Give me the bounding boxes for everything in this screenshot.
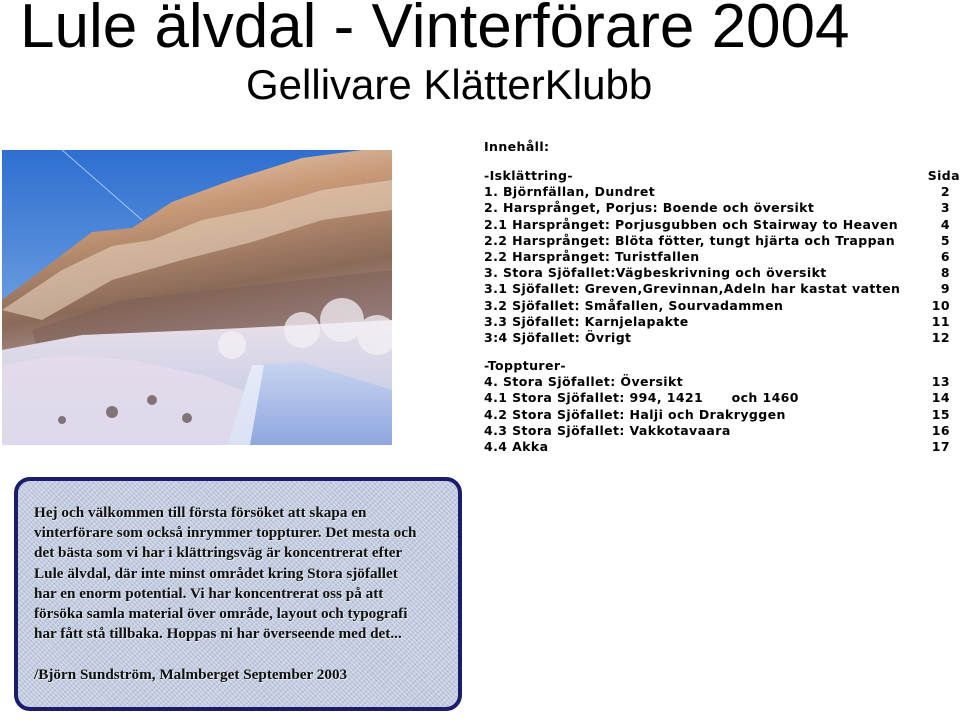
cover-photo <box>2 150 392 445</box>
toc-item-label: 3.3 Sjöfallet: Karnjelapakte <box>484 313 689 329</box>
toc-item[interactable] <box>484 423 960 439</box>
toc-item-label: 4.2 Stora Sjöfallet: Halji och Drakryggen <box>484 406 786 422</box>
toc-item-label: 3.1 Sjöfallet: Greven,Grevinnan,Adeln har kastat vatten <box>484 281 901 297</box>
toc-item-label: 4.1 Stora Sjöfallet: 994, 1421 och 1460 <box>484 390 799 406</box>
page-subtitle: Gellivare KlätterKlubb <box>246 61 653 108</box>
toc-item-page: 15 <box>931 406 950 422</box>
toc-item-page: 17 <box>931 439 950 454</box>
toc-item[interactable] <box>484 407 960 423</box>
toc-item[interactable] <box>484 200 960 216</box>
toc-item-page: 3 <box>940 200 950 216</box>
intro-box <box>14 477 462 711</box>
toc-section-label: -Isklättring- <box>484 168 573 183</box>
toc-item[interactable] <box>484 314 960 330</box>
intro-line: har fått stå tillbaka. Hoppas ni har överseende med det... <box>34 625 402 643</box>
toc-item[interactable] <box>484 184 960 200</box>
intro-line: det bästa som vi har i klättringsväg är koncentrerat efter <box>34 544 403 562</box>
toc-item-page: 4 <box>940 216 950 232</box>
toc-item-page: 13 <box>931 374 950 390</box>
toc-item-page: 14 <box>931 390 950 406</box>
toc-item-label: 2. Harsprånget, Porjus: Boende och översikt <box>484 200 815 216</box>
toc-item[interactable] <box>484 233 960 249</box>
intro-line: Lule älvdal, där inte minst området kring Stora sjöfallet <box>34 564 398 582</box>
toc-item[interactable] <box>484 298 960 314</box>
toc-item[interactable] <box>484 390 960 406</box>
toc-item-page: 12 <box>931 329 950 345</box>
toc-section-top <box>484 358 960 374</box>
toc-item-label: 3:4 Sjöfallet: Övrigt <box>484 329 632 345</box>
intro-line: försöka samla material över område, layout och typografi <box>34 605 408 623</box>
toc-item-label: 4.4 Akka <box>484 439 549 454</box>
toc-section-label: -Toppturer- <box>484 358 566 374</box>
toc-item[interactable] <box>484 439 960 455</box>
toc-item-label: 1. Björnfällan, Dundret <box>484 184 656 200</box>
intro-line: vinterförare som också inrymmer toppturer. Det mesta och <box>34 524 417 542</box>
toc-item-label: 4.3 Stora Sjöfallet: Vakkotavaara <box>484 422 731 438</box>
intro-signature: /Björn Sundström, Malmberget September 2003 <box>34 666 348 684</box>
toc-item-page: 2 <box>940 184 950 200</box>
toc-item-label: 3. Stora Sjöfallet:Vägbeskrivning och översikt <box>484 265 827 281</box>
toc-item-page: 6 <box>940 248 950 264</box>
toc-item-label: 3.2 Sjöfallet: Småfallen, Sourvadammen <box>484 297 784 313</box>
toc-item-page: 5 <box>940 232 950 248</box>
table-of-contents <box>484 138 960 455</box>
toc-item-page: 11 <box>931 313 950 329</box>
toc-heading: Innehåll: <box>484 139 550 154</box>
toc-item-page: 9 <box>940 281 950 297</box>
toc-item-label: 4. Stora Sjöfallet: Översikt <box>484 374 684 390</box>
intro-line: Hej och välkommen till första försöket att skapa en <box>34 504 367 521</box>
toc-item[interactable] <box>484 265 960 281</box>
intro-line: har en enorm potential. Vi har koncentrerat oss på att <box>34 584 384 602</box>
toc-item[interactable] <box>484 374 960 390</box>
toc-item[interactable] <box>484 249 960 265</box>
toc-item-label: 2.2 Harsprånget: Turistfallen <box>484 248 700 264</box>
toc-item[interactable] <box>484 217 960 233</box>
toc-item-label: 2.2 Harsprånget: Blöta fötter, tungt hjärta och Trappan <box>484 232 896 248</box>
toc-item[interactable] <box>484 330 960 346</box>
toc-item[interactable] <box>484 281 960 297</box>
toc-item-label: 2.1 Harsprånget: Porjusgubben och Stairway to Heaven <box>484 216 899 232</box>
page-title: Lule älvdal - Vinterförare 2004 <box>20 0 850 61</box>
toc-section-ice <box>484 168 960 184</box>
toc-item-page: 8 <box>940 265 950 281</box>
toc-page-header: Sida <box>927 168 960 183</box>
toc-item-page: 10 <box>931 297 950 313</box>
toc-item-page: 16 <box>931 422 950 438</box>
